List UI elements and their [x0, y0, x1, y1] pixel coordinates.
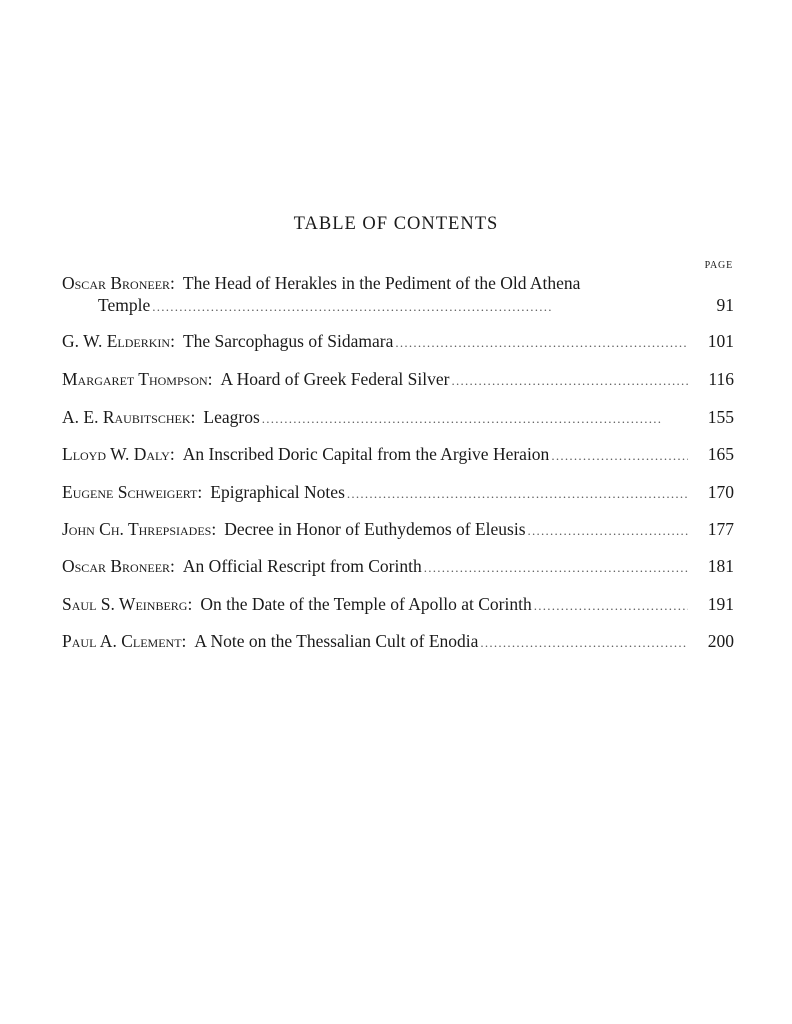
entry-author: Saul S. Weinberg	[62, 594, 188, 614]
entry-author: Eugene Schweigert	[62, 482, 198, 502]
entry-page-number: 191	[707, 594, 734, 614]
dot-leader	[451, 370, 688, 392]
toc-entry[interactable]: Oscar Broneer : An Official Rescript from Corinth . . . 181	[62, 555, 734, 579]
entry-title: Epigraphical Notes	[210, 482, 345, 502]
entry-author: A. E. Raubitschek	[62, 407, 191, 427]
entry-author: Margaret Thompson	[62, 369, 208, 389]
entry-page-number: 165	[707, 444, 734, 464]
entry-page-number: 155	[707, 407, 734, 427]
entry-title: Leagros	[203, 407, 260, 427]
toc-entry[interactable]: Saul S. Weinberg : On the Date of the Temple of Apollo at Corinth . . . 191	[62, 593, 734, 617]
dot-leader	[551, 445, 688, 467]
page-title: TABLE OF CONTENTS	[293, 214, 499, 234]
toc-entry[interactable]: Paul A. Clement : A Note on the Thessalian Cult of Enodia . . . 200	[62, 630, 734, 654]
entry-title-continued: Temple	[98, 295, 151, 315]
dot-leader	[534, 595, 688, 617]
entry-author: Lloyd W. Daly	[62, 444, 170, 464]
entry-author: Oscar Broneer	[62, 556, 171, 576]
toc-entry[interactable]: Margaret Thompson : A Hoard of Greek Federal Silver . . . 116	[62, 368, 734, 392]
entry-page-number: 177	[707, 519, 734, 539]
entry-page-number: 170	[707, 482, 734, 502]
dot-leader	[262, 408, 688, 430]
entry-page-number: 200	[707, 631, 734, 651]
dot-leader	[528, 520, 688, 542]
entry-author: G. W. Elderkin	[62, 331, 171, 351]
toc-entry-line: Oscar Broneer : The Head of Herakles in the Pediment of the Old Athena	[62, 273, 581, 293]
entry-author: John Ch. Threpsiades	[62, 519, 212, 539]
entry-title: Decree in Honor of Euthydemos of Eleusis	[224, 519, 526, 539]
dot-leader	[347, 483, 688, 505]
entry-page-number: 181	[707, 556, 734, 576]
entry-page-number: 91	[716, 295, 734, 315]
entry-title: On the Date of the Temple of Apollo at Corinth	[200, 594, 532, 614]
toc-entry[interactable]: John Ch. Threpsiades : Decree in Honor of Euthydemos of Eleusis . . . 177	[62, 518, 734, 542]
entry-author: Oscar Broneer	[62, 273, 171, 293]
entry-title: A Note on the Thessalian Cult of Enodia	[194, 631, 479, 651]
entry-title: An Inscribed Doric Capital from the Argive Heraion	[182, 444, 550, 464]
dot-leader	[424, 557, 688, 579]
page-column-header: PAGE	[704, 260, 733, 271]
toc-entry-line	[62, 294, 734, 318]
entry-title: The Sarcophagus of Sidamara	[182, 331, 394, 351]
toc-entry[interactable]: Eugene Schweigert : Epigraphical Notes . . . 170	[62, 481, 734, 505]
entry-page-number: 116	[708, 369, 734, 389]
toc-entry[interactable]: G. W. Elderkin : The Sarcophagus of Sidamara . . . 101	[62, 330, 734, 354]
toc-entry[interactable]: A. E. Raubitschek : Leagros . . . 155	[62, 406, 734, 430]
entry-title: An Official Rescript from Corinth	[182, 556, 422, 576]
toc-entry[interactable]	[62, 272, 734, 318]
dot-leader	[480, 632, 688, 654]
dot-leader	[395, 332, 688, 354]
dot-leader	[152, 296, 688, 318]
toc-entry[interactable]: Lloyd W. Daly : An Inscribed Doric Capital from the Argive Heraion . . . 165	[62, 443, 734, 467]
entry-title: A Hoard of Greek Federal Silver	[220, 369, 450, 389]
entry-page-number: 101	[707, 331, 734, 351]
entry-title: The Head of Herakles in the Pediment of the Old Athena	[182, 273, 581, 293]
entry-author: Paul A. Clement	[62, 631, 182, 651]
